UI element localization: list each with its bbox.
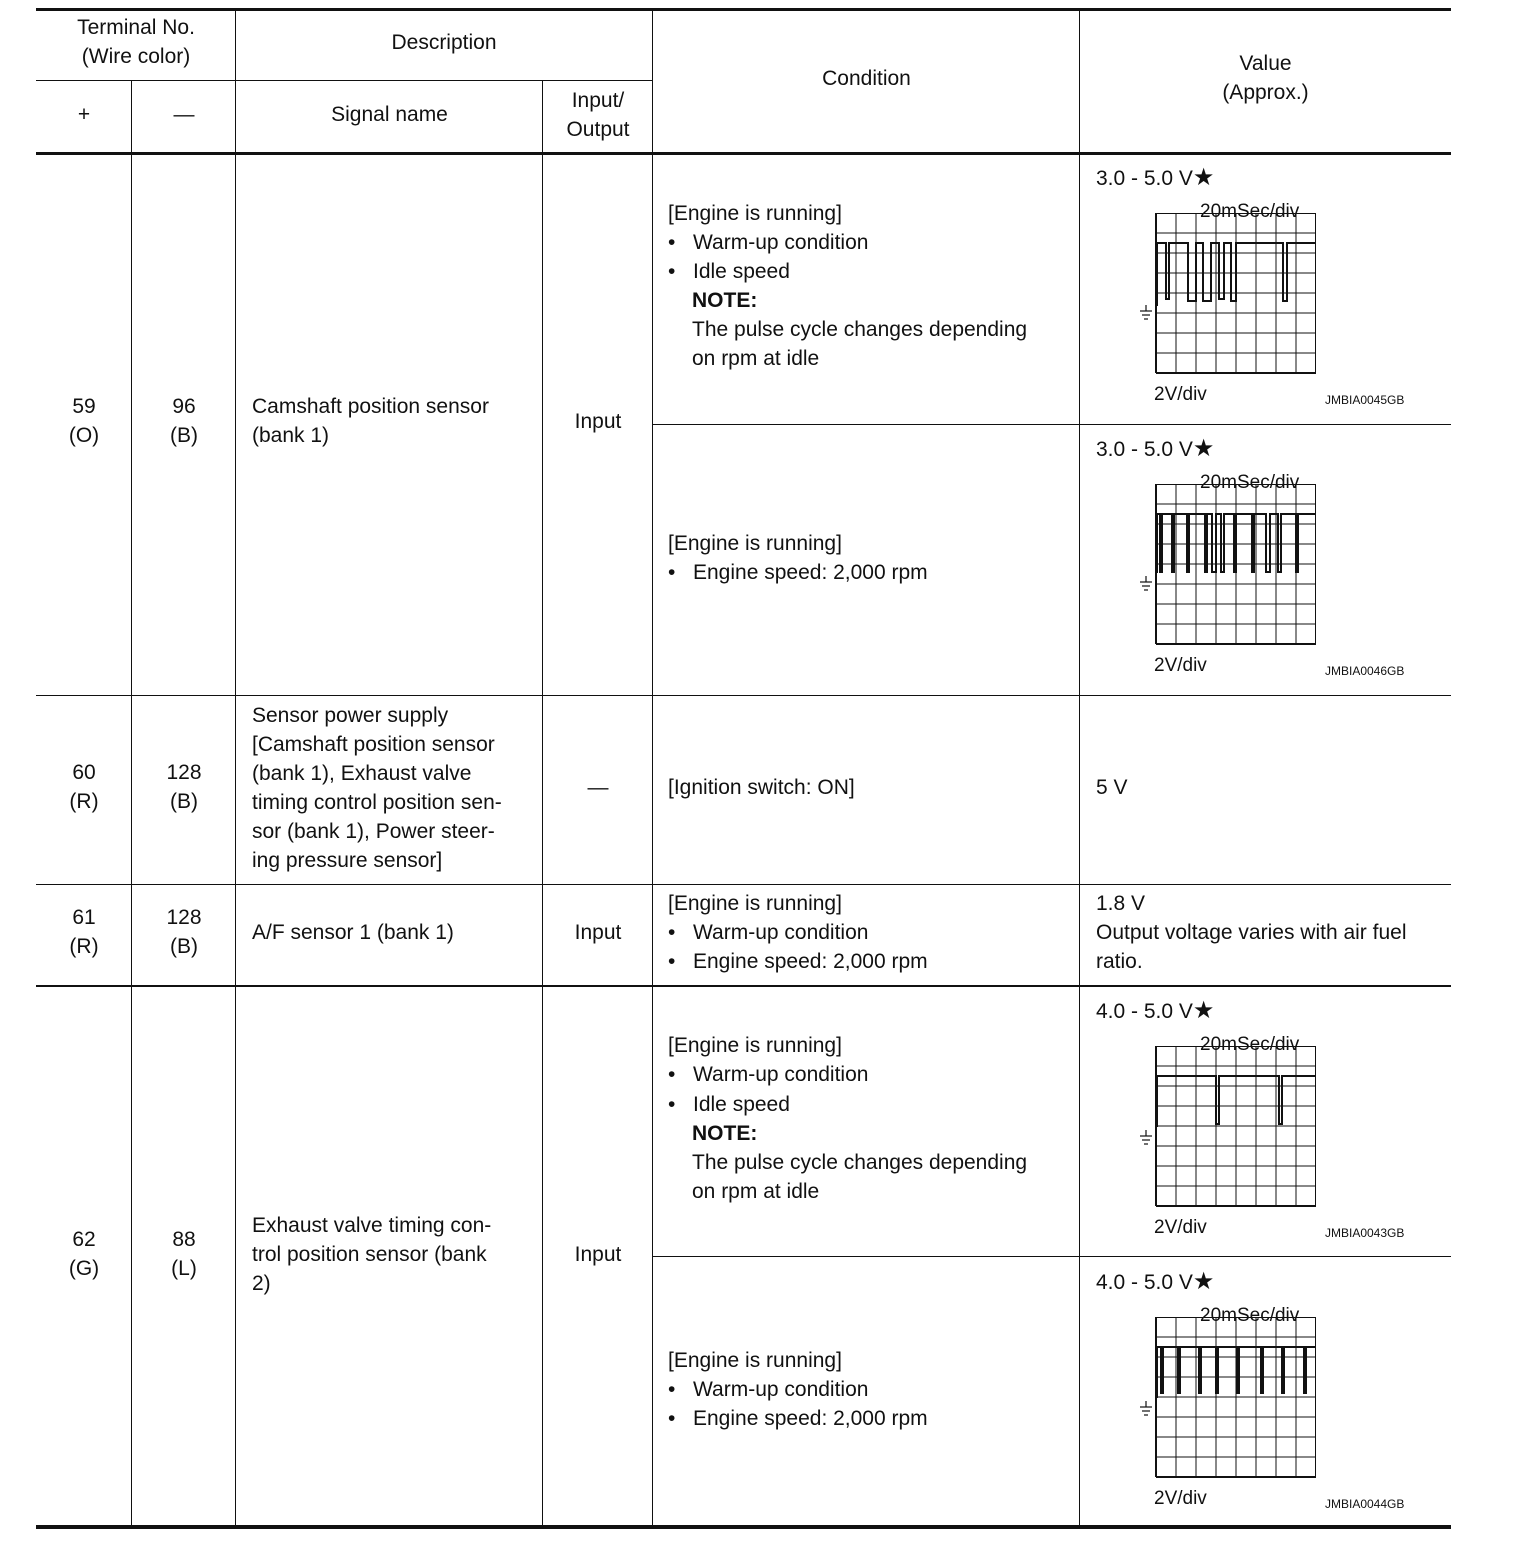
condition-text: [Ignition switch: ON]: [668, 776, 855, 799]
figure-code: JMBIA0045GB: [1325, 393, 1405, 407]
terminal-minus: 88 (L): [171, 1228, 197, 1280]
time-per-div: 20mSec/div: [1200, 201, 1300, 222]
terminal-minus: 128 (B): [166, 906, 202, 958]
note-label: NOTE:: [692, 289, 758, 312]
value-range: 4.0 - 5.0 V★: [1096, 997, 1215, 1024]
scope-display: [1136, 484, 1316, 664]
volts-per-div: 2V/div: [1154, 655, 1207, 676]
value-range: 3.0 - 5.0 V★: [1096, 435, 1215, 462]
note-label: NOTE:: [692, 1122, 758, 1145]
ground-symbol-icon: [1140, 305, 1152, 319]
ground-symbol-icon: [1140, 576, 1152, 590]
value-text: 1.8 V Output voltage varies with air fuel ratio.: [1096, 892, 1407, 973]
volts-per-div: 2V/div: [1154, 384, 1207, 405]
condition-title: [Engine is running]: [668, 1349, 842, 1372]
header-plus: +: [77, 103, 91, 126]
header-value: Value (Approx.): [1222, 52, 1309, 104]
star-icon: ★: [1192, 164, 1215, 191]
input-output: Input: [574, 410, 622, 433]
header-mid-rule: [36, 80, 652, 81]
figure-code: JMBIA0046GB: [1325, 664, 1405, 678]
note-text: The pulse cycle changes depending on rpm at idle: [692, 1151, 1028, 1203]
scope-grid: [1156, 1046, 1316, 1206]
header-minus: —: [173, 103, 195, 126]
terminal-plus: 61 (R): [69, 906, 99, 958]
input-output: Input: [574, 1243, 622, 1266]
row-divider: [36, 695, 1451, 696]
signal-name: Exhaust valve timing con- trol position sensor (bank 2): [252, 1214, 492, 1295]
header-condition: Condition: [822, 67, 911, 90]
note-text: The pulse cycle changes depending on rpm at idle: [692, 318, 1028, 370]
volts-per-div: 2V/div: [1154, 1217, 1207, 1238]
input-output: Input: [574, 921, 622, 944]
condition-title: [Engine is running]: [668, 202, 842, 225]
signal-name: A/F sensor 1 (bank 1): [252, 921, 454, 944]
scope-display: [1136, 213, 1316, 393]
value-text: 5 V: [1096, 776, 1128, 799]
scope-display: [1136, 1317, 1316, 1497]
header-input-output: Input/ Output: [566, 89, 630, 141]
column-divider: [542, 80, 543, 1527]
time-per-div: 20mSec/div: [1200, 472, 1300, 493]
row-divider: [36, 884, 1451, 885]
terminal-minus: 96 (B): [170, 395, 198, 447]
oscilloscope-figure: [1096, 1267, 1436, 1527]
input-output: —: [587, 776, 609, 799]
condition-title: [Engine is running]: [668, 1034, 842, 1057]
table-top-rule: [36, 8, 1451, 11]
row-divider: [652, 424, 1451, 425]
ground-symbol-icon: [1140, 1130, 1152, 1144]
scope-display: [1136, 1046, 1316, 1226]
value-range: 4.0 - 5.0 V★: [1096, 1268, 1215, 1295]
condition-title: [Engine is running]: [668, 892, 842, 915]
scope-grid: [1156, 1317, 1316, 1477]
terminal-plus: 59 (O): [68, 395, 100, 447]
oscilloscope-figure: [1096, 163, 1436, 423]
terminal-minus: 128 (B): [166, 761, 202, 813]
row-divider: [652, 1256, 1451, 1257]
ground-symbol-icon: [1140, 1401, 1152, 1415]
terminal-plus: 60 (R): [69, 761, 99, 813]
star-icon: ★: [1192, 435, 1215, 462]
signal-name: Camshaft position sensor (bank 1): [252, 395, 489, 447]
condition-title: [Engine is running]: [668, 532, 842, 555]
figure-code: JMBIA0043GB: [1325, 1226, 1405, 1240]
terminal-plus: 62 (G): [68, 1228, 100, 1280]
time-per-div: 20mSec/div: [1200, 1034, 1300, 1055]
star-icon: ★: [1192, 997, 1215, 1024]
column-divider: [1079, 10, 1080, 1527]
volts-per-div: 2V/div: [1154, 1488, 1207, 1509]
oscilloscope-figure: [1096, 434, 1436, 694]
oscilloscope-figure: [1096, 996, 1436, 1256]
column-divider: [652, 10, 653, 1527]
time-per-div: 20mSec/div: [1200, 1305, 1300, 1326]
star-icon: ★: [1192, 1268, 1215, 1295]
header-terminal-no: Terminal No. (Wire color): [77, 16, 195, 68]
row-divider: [36, 985, 1451, 987]
signal-name: Sensor power supply [Camshaft position sensor (bank 1), Exhaust valve timing control position sen- sor (bank 1), Power steer- ing pressure sensor]: [252, 704, 502, 872]
figure-code: JMBIA0044GB: [1325, 1497, 1405, 1511]
header-description: Description: [391, 31, 497, 54]
header-signal-name: Signal name: [331, 103, 448, 126]
header-bottom-rule: [36, 152, 1451, 155]
value-range: 3.0 - 5.0 V★: [1096, 164, 1215, 191]
